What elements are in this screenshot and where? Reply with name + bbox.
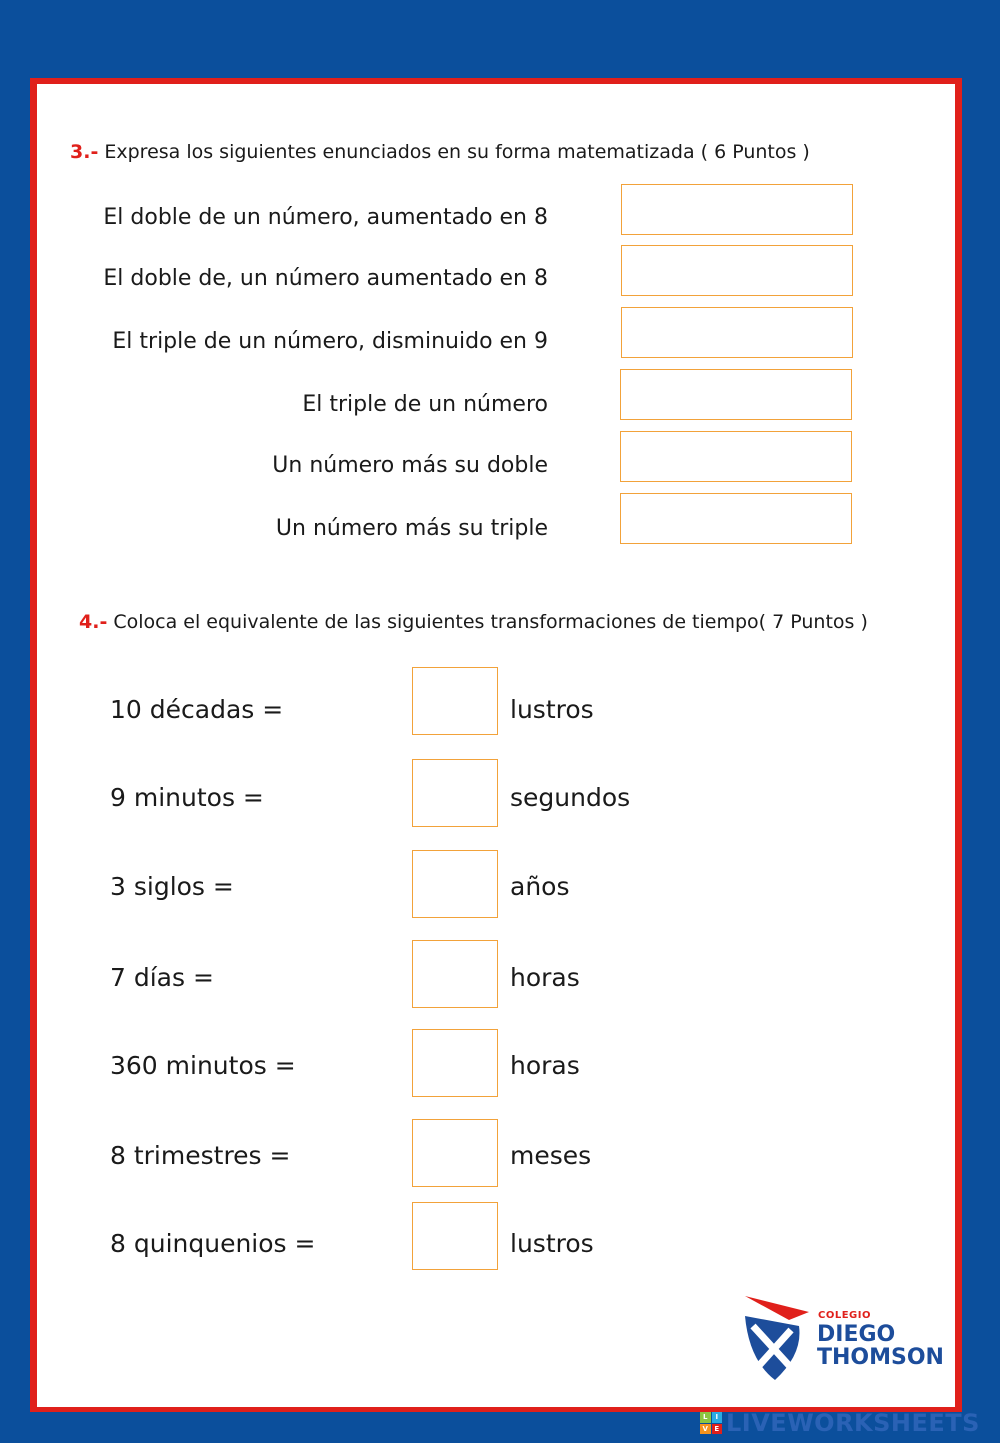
q4-answer-box-4[interactable] — [412, 940, 498, 1008]
q4-answer-box-2[interactable] — [412, 759, 498, 827]
q4-unit-5: horas — [510, 1051, 580, 1080]
q4-label-4: 7 días = — [110, 963, 214, 992]
q3-label-6: Un número más su triple — [275, 516, 548, 541]
q3-label-2: El doble de, un número aumentado en 8 — [103, 266, 548, 291]
q4-label-7: 8 quinquenios = — [110, 1229, 316, 1258]
lw-icon-cell-l: L — [700, 1412, 711, 1423]
question-3-text: Expresa los siguientes enunciados en su forma matematizada ( 6 Puntos ) — [98, 141, 810, 163]
q3-answer-box-6[interactable] — [620, 493, 852, 544]
lw-icon-cell-i: I — [712, 1412, 723, 1423]
q4-unit-3: años — [510, 872, 570, 901]
logo-thomson-text: THOMSON — [817, 1345, 944, 1370]
logo-diego-text: DIEGO — [817, 1322, 896, 1347]
lw-icon-cell-v: V — [700, 1424, 711, 1435]
liveworksheets-watermark — [700, 1409, 980, 1437]
q4-unit-6: meses — [510, 1141, 592, 1170]
q3-answer-box-5[interactable] — [620, 431, 852, 482]
q4-unit-4: horas — [510, 963, 580, 992]
q3-answer-box-2[interactable] — [621, 245, 853, 296]
question-4-title — [79, 611, 868, 633]
q3-label-4: El triple de un número — [302, 392, 548, 417]
q3-answer-box-1[interactable] — [621, 184, 853, 235]
liveworksheets-icon — [700, 1412, 722, 1434]
q4-label-6: 8 trimestres = — [110, 1141, 291, 1170]
q4-unit-2: segundos — [510, 783, 631, 812]
q3-label-1: El doble de un número, aumentado en 8 — [103, 205, 548, 230]
school-logo — [737, 1294, 947, 1389]
question-4-text: Coloca el equivalente de las siguientes transformaciones de tiempo( 7 Puntos ) — [107, 611, 868, 633]
q4-label-3: 3 siglos = — [110, 872, 234, 901]
q4-label-2: 9 minutos = — [110, 783, 264, 812]
q4-answer-box-5[interactable] — [412, 1029, 498, 1097]
q3-answer-box-3[interactable] — [621, 307, 853, 358]
q3-label-3: El triple de un número, disminuido en 9 — [112, 329, 548, 354]
question-3-title — [70, 141, 810, 163]
question-4-number: 4.- — [79, 611, 108, 633]
liveworksheets-brand-text: LIVEWORKSHEETS — [726, 1409, 980, 1437]
q4-answer-box-3[interactable] — [412, 850, 498, 918]
q4-answer-box-7[interactable] — [412, 1202, 498, 1270]
q3-answer-box-4[interactable] — [620, 369, 852, 420]
q4-unit-1: lustros — [510, 695, 594, 724]
q4-answer-box-1[interactable] — [412, 667, 498, 735]
worksheet-page — [30, 78, 962, 1412]
q4-label-1: 10 décadas = — [110, 695, 284, 724]
q4-unit-7: lustros — [510, 1229, 594, 1258]
q4-answer-box-6[interactable] — [412, 1119, 498, 1187]
shield-logo-icon — [737, 1294, 815, 1386]
logo-colegio-text: COLEGIO — [818, 1310, 871, 1321]
lw-icon-cell-e: E — [712, 1424, 723, 1435]
question-3-number: 3.- — [70, 141, 99, 163]
q4-label-5: 360 minutos = — [110, 1051, 296, 1080]
q3-label-5: Un número más su doble — [272, 453, 548, 478]
